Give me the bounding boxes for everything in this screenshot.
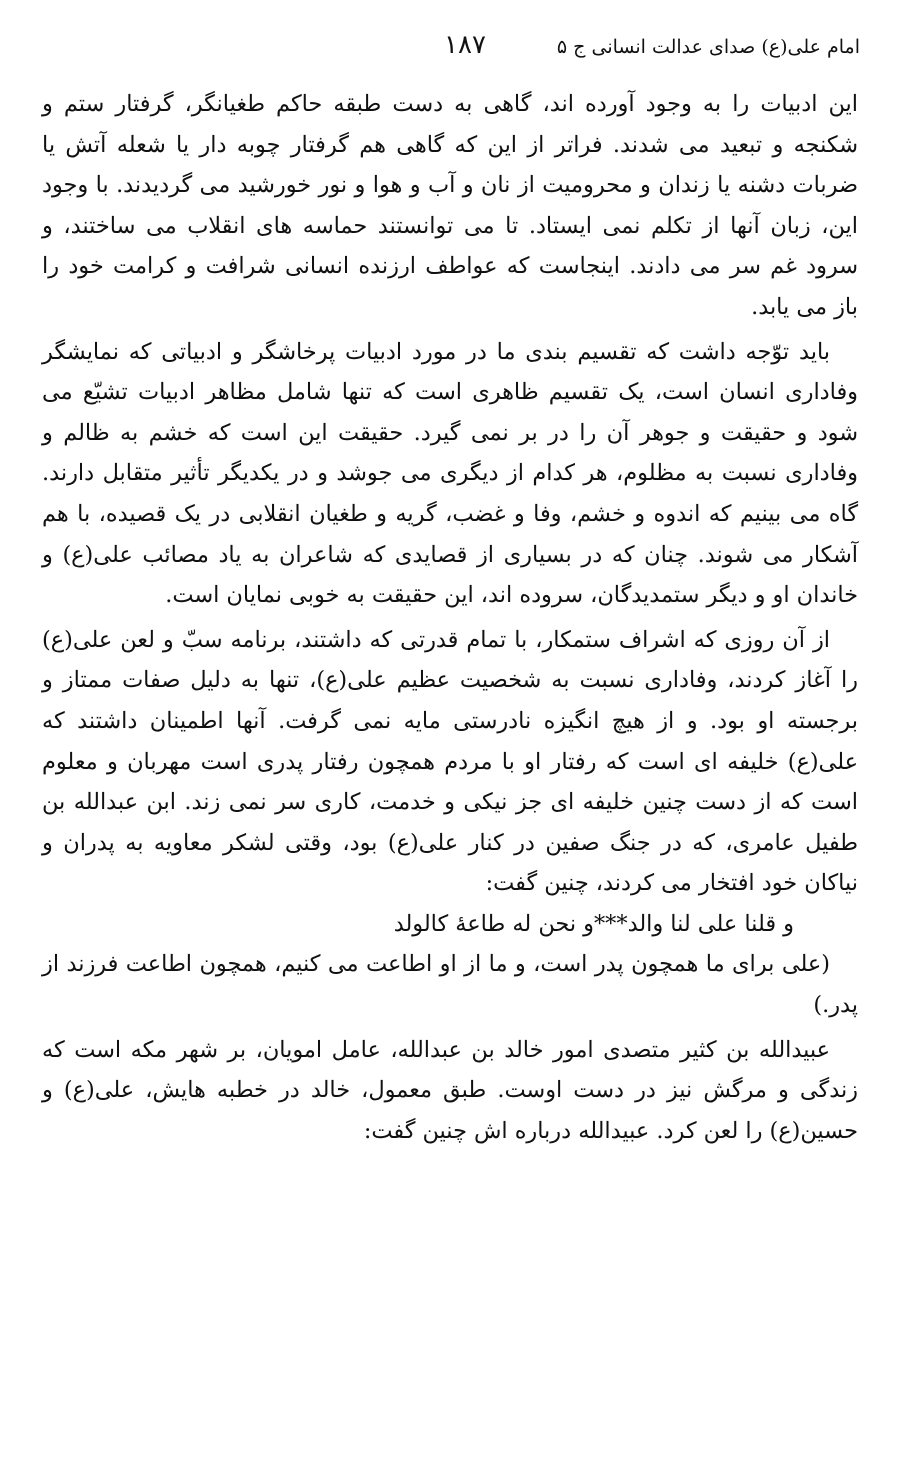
page-number: ۱۸۷	[444, 30, 486, 60]
paragraph-2: باید توّجه داشت که تقسیم بندی ما در مورد ادبیات پرخاشگر و ادبیاتی که نمایشگر وفاداری انسان است، یک تقسیم ظاهری است که تنها شامل مظاهر ادبیات تشیّع می شود و حقیقت و جوهر آن را در بر نمی گیرد. حقیقت این است که خشم به ظالم و وفاداری نسبت به مظلوم، هر کدام از دیگری می جوشد و در یکدیگر تأثیر متقابل دارند. گاه می بینیم که اندوه و خشم، وفا و غضب، گریه و طغیان انقلابی در یک قصیده، با هم آشکار می شوند. چنان که در بسیاری از قصایدی که شاعران به یاد مصائب علی(ع) و خاندان او و دیگر ستمدیدگان، سروده اند، این حقیقت به خوبی نمایان است.	[42, 338, 858, 609]
page-header	[40, 28, 860, 72]
page-body	[42, 84, 858, 1151]
paragraph-4: عبیدالله بن کثیر متصدی امور خالد بن عبدالله، عامل امویان، بر شهر مکه است که زندگی و مرگش نیز در دست اوست. طبق معمول، خالد در خطبه هایش، علی(ع) و حسین(ع) را لعن کرد. عبیدالله درباره اش چنین گفت:	[42, 1036, 858, 1144]
paragraph-1: این ادبیات را به وجود آورده اند، گاهی به دست طبقه حاکم طغیانگر، گرفتار ستم و شکنجه و تبعید می شدند. فراتر از این که گاهی هم گرفتار چوبه دار یا شعله آتش یا ضربات دشنه یا زندان و محرومیت از نان و آب و هوا و نور خورشید می گردیدند. با وجود این، زبان آنها از تکلم نمی ایستاد. تا می توانستند حماسه های انقلاب می ساختند، و سرود غم سر می دادند. اینجاست که عواطف ارزنده انسانی شرافت و کرامت خود را باز می یابد.	[42, 91, 858, 320]
paragraph-3: از آن روزی که اشراف ستمکار، با تمام قدرتی که داشتند، برنامه سبّ و لعن علی(ع) را آغاز کردند، وفاداری نسبت به شخصیت عظیم علی(ع)، تنها به دلیل صفات ممتاز و برجسته او بود. و از هیچ انگیزه نادرستی مایه نمی گرفت. آنها اطمینان داشتند که علی(ع) خلیفه ای است که رفتار او با مردم همچون رفتار پدری است مهربان و معلوم است که از دست چنین خلیفه ای جز نیکی و خدمت، کاری سر نمی زند. ابن عبدالله بن طفیل عامری، که در جنگ صفین در کنار علی(ع) بود، وقتی لشکر معاویه به پدران و نیاکان خود افتخار می کردند، چنین گفت:	[42, 626, 858, 897]
poem-verse: و قلنا علی لنا والد***و نحن له طاعهٔ کالولد	[393, 910, 794, 937]
verse-translation: (علی برای ما همچون پدر است، و ما از او اطاعت می کنیم، همچون اطاعت فرزند از پدر.)	[42, 951, 858, 1019]
running-title: امام علی(ع) صدای عدالت انسانی ج ۵	[556, 36, 860, 58]
